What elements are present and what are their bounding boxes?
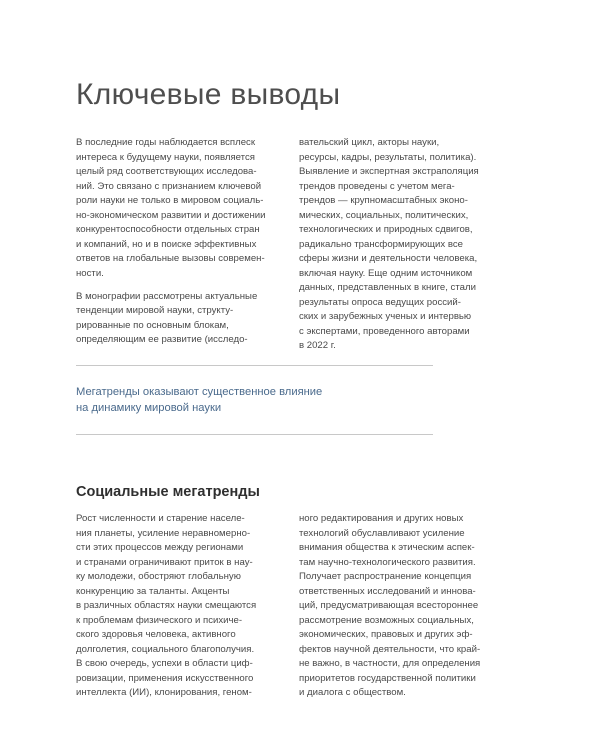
text-line: определяющим ее развитие (исследо- bbox=[76, 334, 248, 345]
text-line: роли науки не только в мировом социаль- bbox=[76, 195, 264, 206]
text-line: в 2022 г. bbox=[299, 340, 336, 351]
divider-top bbox=[76, 365, 433, 366]
text-line: технологических и природных сдвигов, bbox=[299, 224, 473, 235]
text-line: ского здоровья человека, активного bbox=[76, 629, 236, 640]
text-line: тенденции мировой науки, структу- bbox=[76, 305, 234, 316]
text-line: ответов на глобальные вызовы современ- bbox=[76, 253, 265, 264]
text-line: ских и зарубежных ученых и интервью bbox=[299, 311, 472, 322]
text-line: трендов проведены с учетом мега- bbox=[299, 180, 455, 192]
text-line: и диалога с обществом. bbox=[299, 687, 406, 698]
text-line: внимания общества к этическим аспек- bbox=[299, 542, 475, 553]
text-line: ности. bbox=[76, 267, 104, 279]
text-line: не важно, в частности, для определения bbox=[299, 658, 481, 669]
callout-quote bbox=[76, 385, 322, 416]
text-line: фектов научной деятельности, что край- bbox=[299, 643, 481, 655]
text-line: В свою очередь, успехи в области циф- bbox=[76, 658, 253, 669]
text-line: сти этих процессов между регионами bbox=[76, 542, 244, 553]
text-line: ний. Это связано с признанием ключевой bbox=[76, 180, 262, 192]
divider-bottom bbox=[76, 434, 433, 435]
callout-line: на динамику мировой науки bbox=[76, 401, 222, 414]
text-line: Рост численности и старение населе- bbox=[76, 513, 245, 524]
text-line: интереса к будущему науки, появляется bbox=[76, 151, 255, 163]
text-line: радикально трансформирующих все bbox=[299, 238, 464, 250]
text-line: рассмотрение возможных социальных, bbox=[299, 614, 474, 626]
text-line: ного редактирования и других новых bbox=[299, 513, 464, 524]
text-line: но-экономическом развитии и достижении bbox=[76, 209, 266, 221]
text-line: В последние годы наблюдается всплеск bbox=[76, 137, 256, 148]
paragraph-gap bbox=[76, 281, 281, 290]
text-line: трендов — крупномасштабных эконо- bbox=[299, 195, 468, 206]
text-line: и компаний, но и в поиске эффективных bbox=[76, 238, 257, 250]
text-line: ций, предусматривающая всестороннее bbox=[299, 600, 479, 611]
text-line: сферы жизни и деятельности человека, bbox=[299, 253, 478, 264]
text-line: с экспертами, проведенного авторами bbox=[299, 325, 470, 337]
callout-line: Мегатренды оказывают существенное влияние bbox=[76, 386, 323, 398]
text-line: и странами ограничивают приток в нау- bbox=[76, 556, 253, 568]
text-line: Получает распространение концепция bbox=[299, 571, 472, 582]
section-heading: Социальные мегатренды bbox=[76, 484, 260, 500]
intro-left-column bbox=[76, 136, 281, 348]
text-line: вательский цикл, акторы науки, bbox=[299, 137, 440, 148]
text-line: результаты опроса ведущих россий- bbox=[299, 296, 461, 308]
text-line: интеллекта (ИИ), клонирования, геном- bbox=[76, 687, 252, 698]
text-line: данных, представленных в книге, стали bbox=[299, 282, 476, 293]
text-line: В монографии рассмотрены актуальные bbox=[76, 290, 258, 302]
text-line: технологий обуславливают усиление bbox=[299, 527, 465, 539]
text-line: экономических, правовых и других эф- bbox=[299, 629, 473, 640]
text-line: долголетия, социального благополучия. bbox=[76, 643, 255, 655]
text-line: там научно-технологического развития. bbox=[299, 556, 476, 568]
text-line: целый ряд соответствующих исследова- bbox=[76, 166, 257, 177]
social-right-column bbox=[299, 512, 504, 701]
text-line: к проблемам физического и психиче- bbox=[76, 614, 243, 626]
text-line: Выявление и экспертная экстраполяция bbox=[299, 166, 479, 177]
text-line: мических, социальных, политических, bbox=[299, 209, 469, 221]
text-line: приоритетов государственной политики bbox=[299, 672, 476, 684]
text-line: рированные по основным блокам, bbox=[76, 319, 229, 331]
text-line: ния планеты, усиление неравномерно- bbox=[76, 527, 251, 539]
intro-right-column bbox=[299, 136, 504, 354]
text-line: в различных областях науки смещаются bbox=[76, 600, 257, 611]
text-line: ответственных исследований и иннова- bbox=[299, 585, 476, 597]
text-line: ку молодежи, обостряют глобальную bbox=[76, 571, 241, 582]
text-line: конкуренцию за таланты. Акценты bbox=[76, 585, 230, 597]
text-line: конкурентоспособности отдельных стран bbox=[76, 224, 260, 235]
text-line: ресурсы, кадры, результаты, политика). bbox=[299, 151, 477, 163]
social-left-column bbox=[76, 512, 281, 701]
text-line: ровизации, применения искусственного bbox=[76, 672, 254, 684]
page-title: Ключевые выводы bbox=[76, 78, 341, 111]
text-line: включая науку. Еще одним источником bbox=[299, 267, 473, 279]
